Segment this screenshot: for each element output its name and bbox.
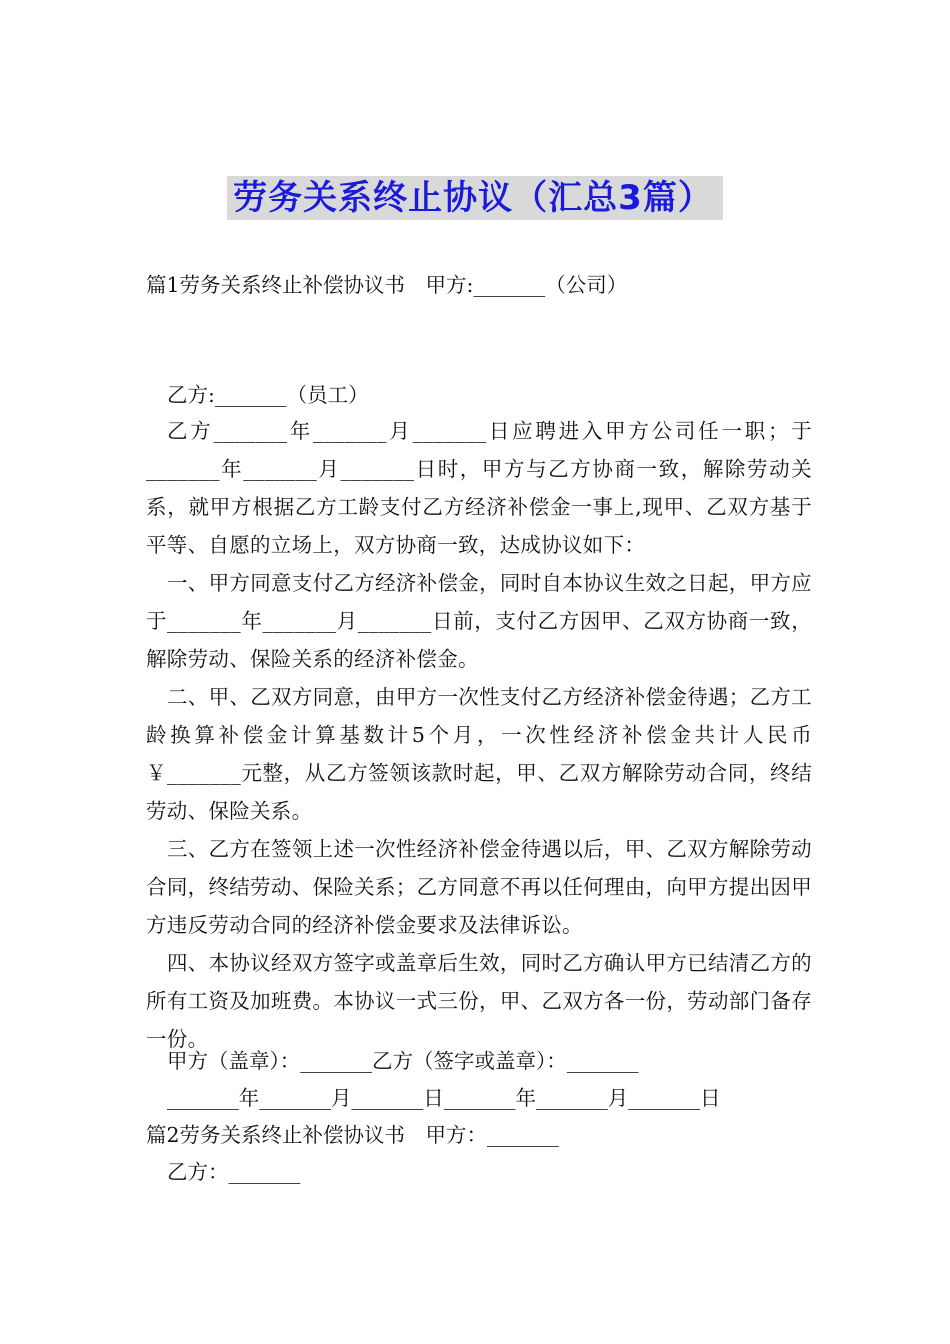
signature-line: 甲方（盖章）：_______乙方（签字或盖章）：_______ (167, 1049, 639, 1073)
section-2-header: 篇2劳务关系终止补偿协议书 甲方：_______ (146, 1123, 559, 1147)
paragraph-clause-1: 一、甲方同意支付乙方经济补偿金，同时自本协议生效之日起，甲方应于_______年_______月_______日前，支付乙方因甲、乙双方协商一致，解除劳动、保险关系的经济补偿金。 (146, 571, 812, 671)
section-1-header: 篇1劳务关系终止补偿协议书 甲方:_______（公司） (146, 273, 628, 297)
agreement-body (146, 412, 812, 1058)
title-container (0, 176, 950, 220)
paragraph-clause-4: 四、本协议经双方签字或盖章后生效，同时乙方确认甲方已结清乙方的所有工资及加班费。本协议一式三份，甲、乙双方各一份，劳动部门备存一份。 (146, 951, 812, 1051)
party-b-line: 乙方:_______（员工） (167, 383, 369, 407)
paragraph-clause-2: 二、甲、乙双方同意，由甲方一次性支付乙方经济补偿金待遇；乙方工龄换算补偿金计算基数计5个月，一次性经济补偿金共计人民币￥_______元整，从乙方签领该款时起，甲、乙双方解除劳动合同，终结劳动、保险关系。 (146, 685, 812, 823)
party-b-line-2: 乙方：_______ (167, 1160, 301, 1184)
paragraph-intro: 乙方_______年_______月_______日应聘进入甲方公司任一职；于_______年_______月_______日时，甲方与乙方协商一致，解除劳动关系，就甲方根据乙方工龄支付乙方经济补偿金一事上,现甲、乙双方基于平等、自愿的立场上，双方协商一致，达成协议如下： (146, 419, 812, 557)
document-title: 劳务关系终止协议（汇总3篇） (227, 176, 723, 220)
date-line: _______年_______月_______日_______年_______月_______日 (167, 1086, 721, 1110)
paragraph-clause-3: 三、乙方在签领上述一次性经济补偿金待遇以后，甲、乙双方解除劳动合同，终结劳动、保险关系；乙方同意不再以任何理由，向甲方提出因甲方违反劳动合同的经济补偿金要求及法律诉讼。 (146, 837, 812, 937)
